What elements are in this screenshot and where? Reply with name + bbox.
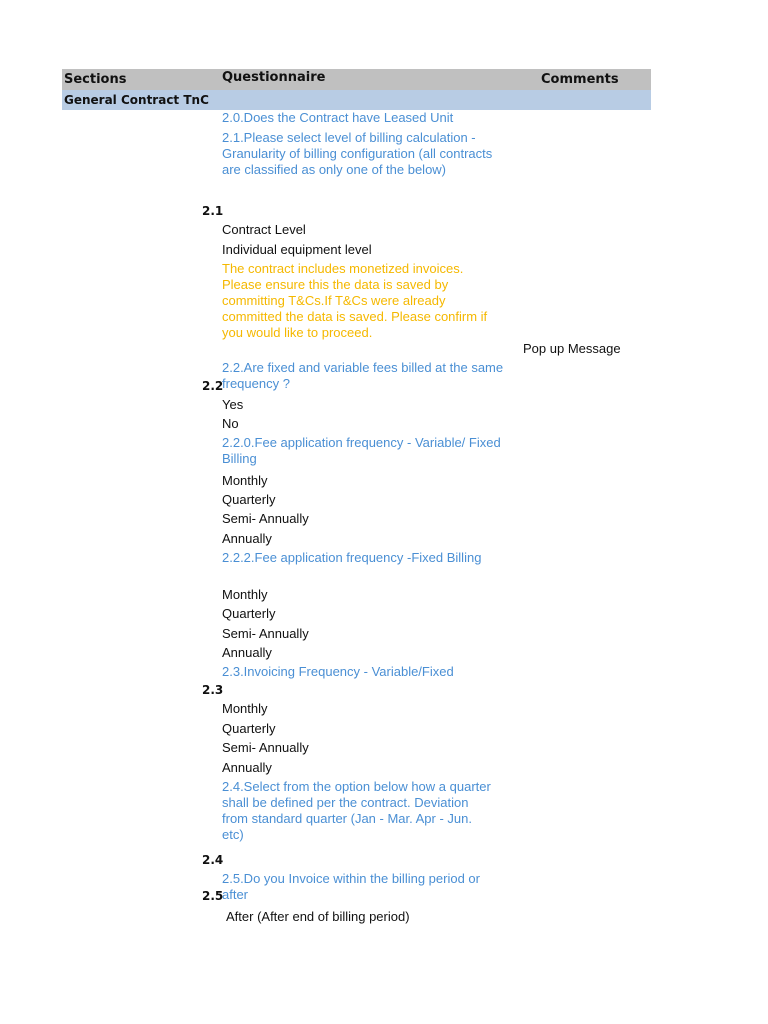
row-number-2-5: 2.5 [202,889,224,903]
option-contract-level: Contract Level [222,222,306,237]
question-2-1: 2.1.Please select level of billing calculation - Granularity of billing configuration (all contracts are classified as only one of the below) [222,130,493,177]
section-title: General Contract TnC [64,93,209,107]
question-2-3: 2.3.Invoicing Frequency - Variable/Fixed [222,664,454,679]
question-2-2: 2.2.Are fixed and variable fees billed at the same frequency ? [222,360,504,391]
question-2-2-2: 2.2.2.Fee application frequency -Fixed Billing [222,550,482,565]
warning-message: The contract includes monetized invoices. Please ensure this the data is saved by committing T&Cs.If T&Cs were already committed the data is saved. Please confirm if you would like to proceed. [222,261,488,340]
list-item: Annually [222,531,272,546]
row-number-2-1: 2.1 [202,204,224,218]
list-item: Annually [222,760,272,775]
option-after: After (After end of billing period) [226,909,410,924]
list-item: Monthly [222,473,268,488]
list-item: Semi- Annually [222,511,309,526]
list-item: Quarterly [222,606,276,621]
list-item: Semi- Annually [222,740,309,755]
question-2-4: 2.4.Select from the option below how a quarter shall be defined per the contract. Deviation from standard quarter (Jan - Mar. Apr - Jun. etc) [222,779,491,842]
row-number-2-2: 2.2 [202,379,224,393]
list-item: Monthly [222,587,268,602]
question-2-2-0: 2.2.0.Fee application frequency - Variable/ Fixed Billing [222,435,501,466]
list-item: Annually [222,645,272,660]
list-item: Monthly [222,701,268,716]
comment-popup-message: Pop up Message [523,341,621,356]
option-equipment-level: Individual equipment level [222,242,372,257]
list-item: Quarterly [222,721,276,736]
header-comments: Comments [541,72,619,87]
list-item: Semi- Annually [222,626,309,641]
question-2-5: 2.5.Do you Invoice within the billing period or after [222,871,480,902]
question-2-0: 2.0.Does the Contract have Leased Unit [222,110,454,125]
list-item: Quarterly [222,492,276,507]
option-no: No [222,416,239,431]
row-number-2-4: 2.4 [202,853,224,867]
row-number-2-3: 2.3 [202,683,224,697]
header-questionnaire: Questionnaire [222,70,326,85]
header-sections: Sections [64,72,127,87]
option-yes: Yes [222,397,244,412]
